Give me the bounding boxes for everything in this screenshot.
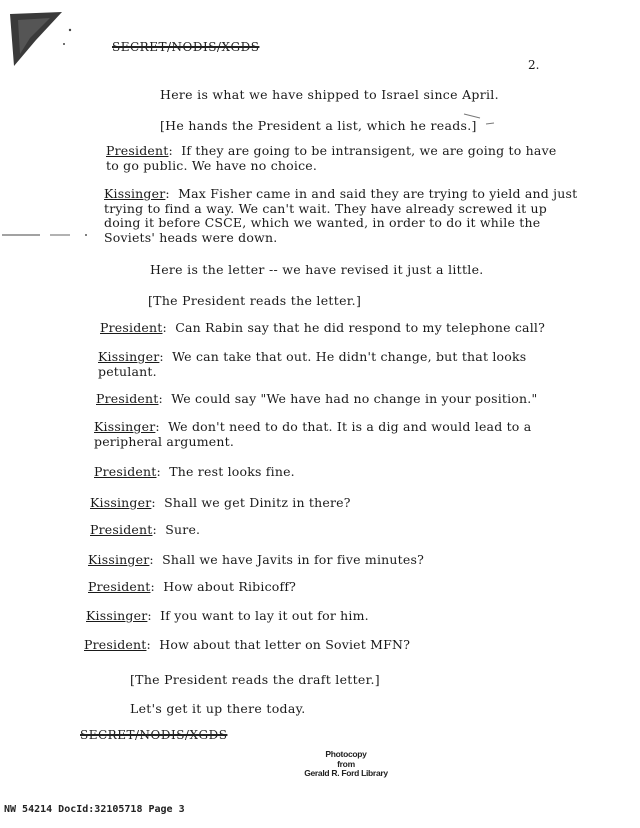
dialogue-president-2: President: Can Rabin say that he did respond to my telephone call? <box>100 320 546 335</box>
header-classification: SECRET/NODIS/XGDS <box>112 40 260 54</box>
dialogue-kissinger-3: Kissinger: We don't need to do that. It is a dig and would lead to a peripheral argument. <box>94 419 532 449</box>
dialogue-president-6: President: How about Ribicoff? <box>88 579 297 594</box>
dialogue-president-5: President: Sure. <box>90 522 201 537</box>
dialogue-president-7: President: How about that letter on Soviet MFN? <box>84 637 411 652</box>
pen-tick-mark <box>460 110 500 130</box>
speaker-label: President <box>84 637 147 652</box>
dialogue-text: How about Ribicoff? <box>163 579 297 594</box>
dialogue-kissinger-4: Kissinger: Shall we get Dinitz in there? <box>90 495 351 510</box>
speaker-label: President <box>96 391 159 406</box>
statement-3: Let's get it up there today. <box>130 701 306 716</box>
dialogue-text: Max Fisher came in and said they are trying to yield and just trying to find a way. We can't wait. They have already screwed it up doing it before CSCE, which we wanted, in order to do it while the Soviets' heads were down. <box>104 186 578 245</box>
dialogue-text: Sure. <box>165 522 201 537</box>
dialogue-text: We can take that out. He didn't change, but that looks petulant. <box>98 349 527 379</box>
dialogue-text: If they are going to be intransigent, we are going to have to go public. We have no choice. <box>106 143 557 173</box>
library-stamp <box>296 750 396 779</box>
dialogue-president-3: President: We could say "We have had no change in your position." <box>96 391 538 406</box>
dialogue-kissinger-5: Kissinger: Shall we have Javits in for five minutes? <box>88 552 424 567</box>
speaker-label: President <box>94 464 157 479</box>
dialogue-kissinger-2: Kissinger: We can take that out. He didn't change, but that looks petulant. <box>98 349 527 379</box>
document-id: NW 54214 DocId:32105718 Page 3 <box>4 804 185 815</box>
stage-direction-3: [The President reads the draft letter.] <box>130 672 380 687</box>
speaker-label: President <box>88 579 151 594</box>
speaker-label: President <box>106 143 169 158</box>
dialogue-text: How about that letter on Soviet MFN? <box>159 637 411 652</box>
margin-dash-mark <box>0 230 96 240</box>
stamp-line-1: Photocopy <box>325 749 367 759</box>
speaker-label: Kissinger <box>98 349 160 364</box>
statement-1: Here is what we have shipped to Israel since April. <box>160 87 499 102</box>
speaker-label: Kissinger <box>94 419 156 434</box>
speaker-label: Kissinger <box>104 186 166 201</box>
dialogue-text: The rest looks fine. <box>169 464 295 479</box>
dialogue-kissinger-6: Kissinger: If you want to lay it out for him. <box>86 608 369 623</box>
dialogue-kissinger-1: Kissinger: Max Fisher came in and said they are trying to yield and just trying to find a way. We can't wait. They have already screwed it up doing it before CSCE, which we wanted, in order to do it while the Soviets' heads were down. <box>104 186 578 245</box>
speaker-label: President <box>100 320 163 335</box>
dialogue-text: We could say "We have had no change in your position." <box>171 391 538 406</box>
dialogue-president-1: President: If they are going to be intransigent, we are going to have to go public. We have no choice. <box>106 143 557 173</box>
dialogue-president-4: President: The rest looks fine. <box>94 464 295 479</box>
stage-direction-2: [The President reads the letter.] <box>148 293 362 308</box>
speaker-label: Kissinger <box>90 495 152 510</box>
torn-corner-mark <box>0 0 80 70</box>
footer-classification: SECRET/NODIS/XGDS <box>80 728 228 742</box>
stamp-line-2: from <box>337 758 355 769</box>
stamp-line-3: Gerald R. Ford Library <box>304 768 388 778</box>
dialogue-text: We don't need to do that. It is a dig and would lead to a peripheral argument. <box>94 419 532 449</box>
page-number: 2. <box>528 58 540 72</box>
speaker-label: Kissinger <box>86 608 148 623</box>
speaker-label: Kissinger <box>88 552 150 567</box>
statement-2: Here is the letter -- we have revised it just a little. <box>150 262 484 277</box>
dialogue-text: If you want to lay it out for him. <box>160 608 369 623</box>
dialogue-text: Shall we have Javits in for five minutes? <box>162 552 424 567</box>
dialogue-text: Shall we get Dinitz in there? <box>164 495 351 510</box>
dialogue-text: Can Rabin say that he did respond to my telephone call? <box>175 320 546 335</box>
speaker-label: President <box>90 522 153 537</box>
stage-direction-1: [He hands the President a list, which he reads.] <box>160 118 477 133</box>
